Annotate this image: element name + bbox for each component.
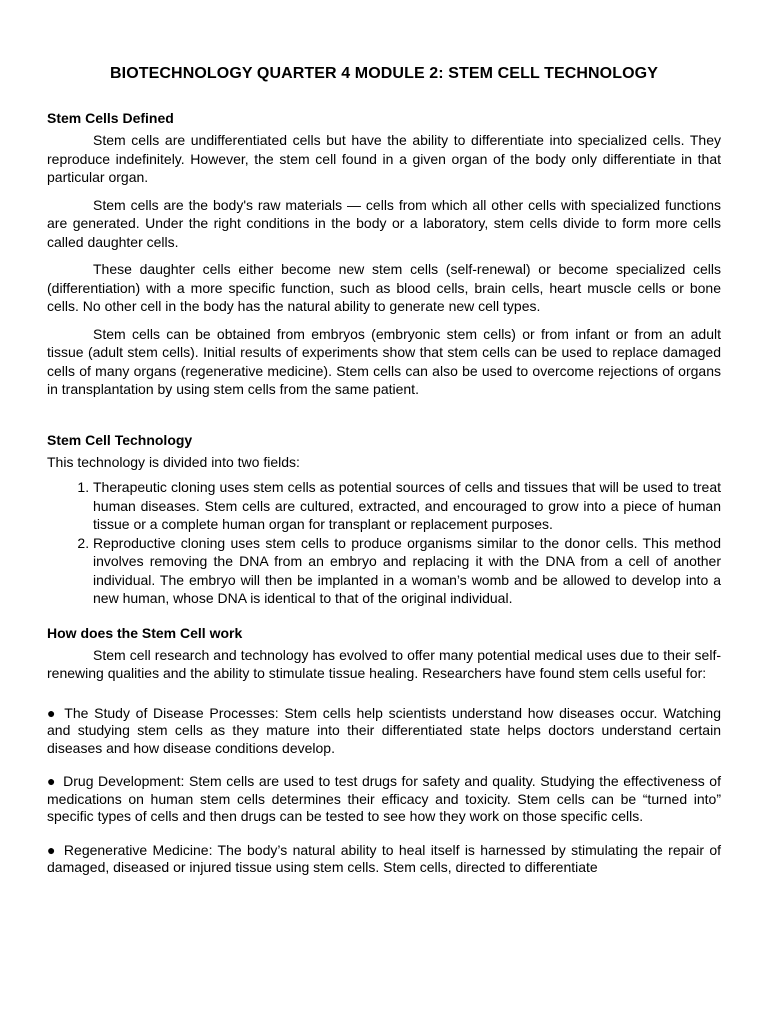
paragraph: Stem cells are undifferentiated cells but have the ability to differentiate into specialized cells. They reproduce indefinitely. However, the stem cell found in a given organ of the body only differentiate in that particular organ.: [47, 132, 721, 185]
paragraph: These daughter cells either become new stem cells (self-renewal) or become specialized cells (differentiation) with a more specific function, such as blood cells, brain cells, heart muscle cells or bone cells. No other cell in the body has the natural ability to generate new cell types.: [47, 261, 721, 314]
paragraph: Stem cell research and technology has evolved to offer many potential medical uses due to their self-renewing qualities and the ability to stimulate tissue healing. Researchers have found stem cells useful for:: [47, 646, 721, 681]
list-item: 2. Reproductive cloning uses stem cells to produce organisms similar to the donor cells. This method involves removing the DNA from an embryo and replacing it with the DNA from a cell of another individual. The embryo will then be implanted in a woman’s womb and be allowed to develop into a new human, whose DNA is identical to that of the original individual.: [93, 534, 721, 608]
technology-fields-list: [47, 478, 721, 608]
section-heading-stem-cells-defined: Stem Cells Defined: [47, 110, 174, 126]
spacer: [47, 408, 721, 431]
bullet-icon: ●: [47, 841, 57, 858]
paragraph: Stem cells can be obtained from embryos (embryonic stem cells) or from infant or from an adult tissue (adult stem cells). Initial results of experiments show that stem cells can be used to replace damaged cells of many organs (regenerative medicine). Stem cells can also be used to overcome rejections of organs in transplantation by using stem cells from the same patient.: [47, 325, 721, 397]
bullet-text: Drug Development: Stem cells are used to test drugs for safety and quality. Studying the effectiveness of medications on human stem cells determines their efficacy and toxicity. Stem cells can be “turned into” specific types of cells and then drugs can be tested to see how they work on those specific cells.: [47, 773, 721, 824]
paragraph: Stem cells are the body's raw materials — cells from which all other cells with specialized functions are generated. Under the right conditions in the body or a laboratory, stem cells divide to form more cells called daughter cells.: [47, 196, 721, 250]
bullet-text: The Study of Disease Processes: Stem cells help scientists understand how diseases occur. Watching and studying stem cells as they mature into their differentiated state helps doctors understand certain diseases and how disease conditions develop.: [47, 704, 721, 756]
bullet-icon: ●: [47, 704, 58, 721]
list-item: 1. Therapeutic cloning uses stem cells as potential sources of cells and tissues that will be used to treat human diseases. Stem cells are cultured, extracted, and encouraged to grow into a piece of human tissue or a complete human organ for transplant or replacement purposes.: [93, 478, 721, 534]
bullet-icon: ●: [47, 773, 57, 789]
section-heading-how-stem-cell-works: How does the Stem Cell work: [47, 624, 243, 641]
section-intro: This technology is divided into two fields:: [47, 453, 300, 470]
document-title: BIOTECHNOLOGY QUARTER 4 MODULE 2: STEM CELL TECHNOLOGY: [110, 65, 658, 82]
bullet-text: Regenerative Medicine: The body’s natural ability to heal itself is harnessed by stimulating the repair of damaged, diseased or injured tissue using stem cells. Stem cells, directed to differentiate: [47, 841, 721, 875]
section-heading-stem-cell-technology: Stem Cell Technology: [47, 431, 193, 448]
bullet-item: [47, 842, 721, 877]
bullet-item: [47, 773, 721, 826]
bullet-item: [47, 705, 721, 758]
